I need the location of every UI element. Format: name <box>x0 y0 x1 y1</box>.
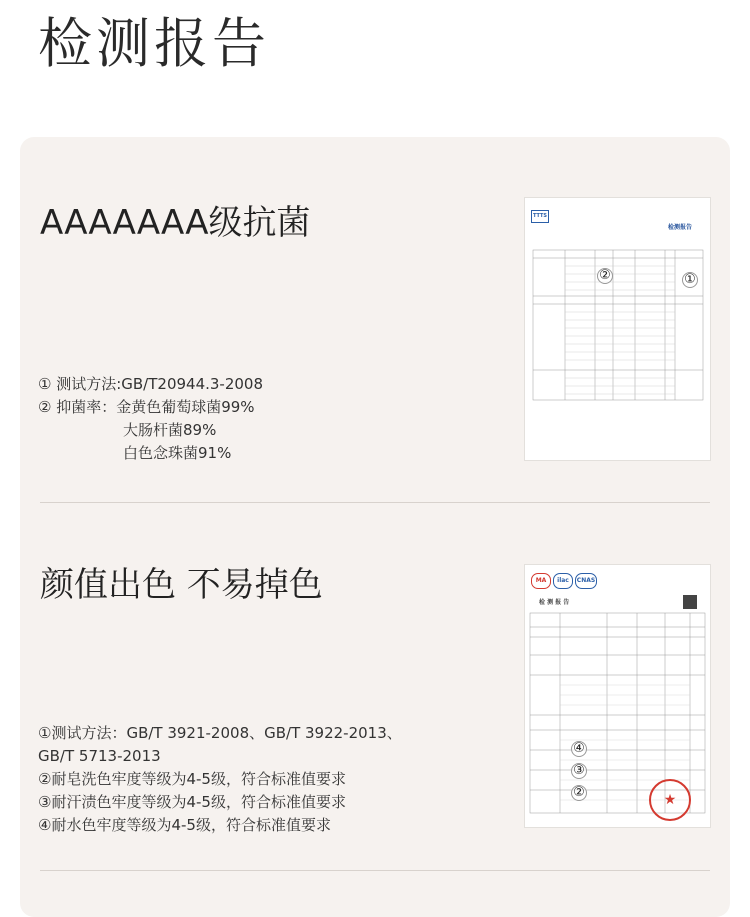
report-title: 检测报告 <box>667 224 692 231</box>
colorfastness-description <box>38 722 402 837</box>
marker-2: ② <box>597 268 613 284</box>
section-heading-colorfastness: 颜值出色 不易掉色 <box>40 565 323 605</box>
desc-line: ②耐皂洗色牢度等级为4-5级，符合标准值要求 <box>38 770 346 788</box>
section-divider <box>40 502 710 503</box>
marker-2: ② <box>571 785 587 801</box>
marker-4: ④ <box>571 741 587 757</box>
desc-line: 白色念珠菌91% <box>123 444 232 462</box>
marker-1: ① <box>682 272 698 288</box>
ilac-logo: ilac <box>553 573 573 589</box>
desc-line: 大肠杆菌89% <box>123 421 217 439</box>
report-logo: TTTS <box>531 210 549 223</box>
ma-logo: MA <box>531 573 551 589</box>
colorfastness-report-image <box>524 564 711 828</box>
desc-line: ①测试方法：GB/T 3921-2008、GB/T 3922-2013、 <box>38 724 402 742</box>
marker-3: ③ <box>571 763 587 779</box>
antibacterial-report-image <box>524 197 711 461</box>
desc-line: GB/T 5713-2013 <box>38 747 161 765</box>
section-heading-antibacterial: AAAAAAA级抗菌 <box>40 203 311 243</box>
section-divider <box>40 870 710 871</box>
desc-line: ① 测试方法:GB/T20944.3-2008 <box>38 375 264 393</box>
report-table <box>525 198 710 460</box>
content-card <box>20 137 730 917</box>
official-stamp: ★ <box>649 779 691 821</box>
cnas-logo: CNAS <box>575 573 597 589</box>
antibacterial-description <box>38 373 263 465</box>
desc-line: ② 抑菌率：金黄色葡萄球菌99% <box>38 398 255 416</box>
report-title: 检 测 报 告 <box>539 599 570 606</box>
desc-line: ④耐水色牢度等级为4-5级，符合标准值要求 <box>38 816 331 834</box>
page-title: 检测报告 <box>38 12 270 75</box>
desc-line: ③耐汗渍色牢度等级为4-5级，符合标准值要求 <box>38 793 346 811</box>
